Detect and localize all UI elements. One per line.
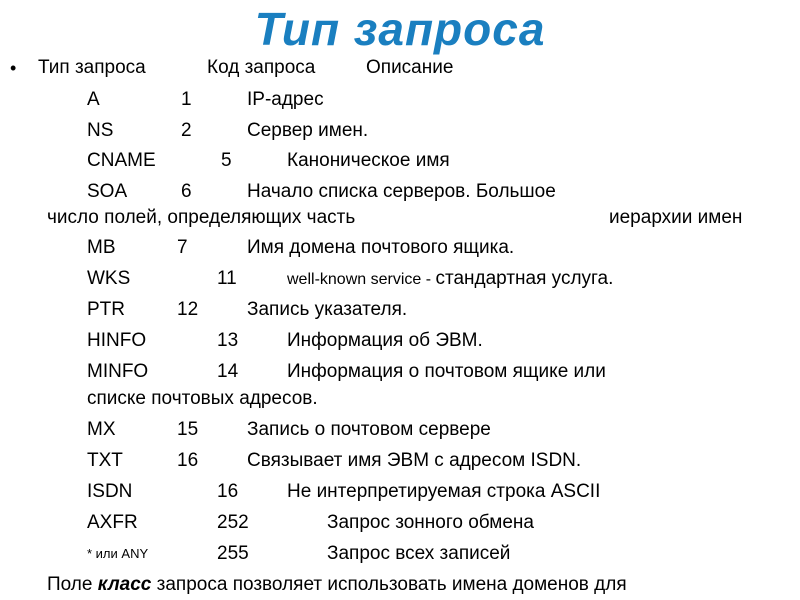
row-desc-continuation: иерархии имен bbox=[609, 207, 743, 228]
bullet-marker: • bbox=[10, 58, 17, 78]
row-code: 11 bbox=[217, 268, 237, 289]
row-type: MB bbox=[87, 237, 116, 258]
row-code: 16 bbox=[177, 450, 199, 471]
row-desc: Информация о почтовом ящике или bbox=[287, 361, 606, 382]
row-desc-continuation: число полей, определяющих часть bbox=[47, 207, 356, 228]
row-desc: Не интерпретируемая строка ASCII bbox=[287, 481, 601, 502]
row-type: MINFO bbox=[87, 361, 149, 382]
row-desc: Запрос зонного обмена bbox=[327, 512, 534, 533]
row-type: PTR bbox=[87, 299, 125, 320]
row-code: 14 bbox=[217, 361, 239, 382]
row-desc bbox=[287, 268, 613, 291]
row-desc: IP-адрес bbox=[247, 89, 324, 110]
row-desc: Запись указателя. bbox=[247, 299, 408, 320]
row-desc: Имя домена почтового ящика. bbox=[247, 237, 515, 258]
row-code: 15 bbox=[177, 419, 199, 440]
row-type: * или ANY bbox=[87, 546, 149, 561]
row-code: 252 bbox=[217, 512, 249, 533]
row-type: ISDN bbox=[87, 481, 133, 502]
row-desc: Связывает имя ЭВМ с адресом ISDN. bbox=[247, 450, 582, 471]
footer-bold-word: класс bbox=[97, 574, 152, 595]
row-type: TXT bbox=[87, 450, 123, 471]
row-code: 13 bbox=[217, 330, 239, 351]
row-desc: Сервер имен. bbox=[247, 120, 369, 141]
row-code: 12 bbox=[177, 299, 199, 320]
row-type: A bbox=[87, 89, 100, 110]
row-desc-continuation: списке почтовых адресов. bbox=[87, 388, 318, 409]
row-desc: Начало списка серверов. Большое bbox=[247, 181, 556, 202]
header-code: Код запроса bbox=[207, 57, 316, 78]
row-code: 2 bbox=[181, 120, 192, 141]
row-code: 7 bbox=[177, 237, 188, 258]
footer-text bbox=[47, 574, 627, 596]
row-code: 6 bbox=[181, 181, 192, 202]
row-type: CNAME bbox=[87, 150, 156, 171]
row-type: WKS bbox=[87, 268, 131, 289]
header-desc: Описание bbox=[366, 57, 454, 78]
row-type: AXFR bbox=[87, 512, 138, 533]
row-desc: Информация об ЭВМ. bbox=[287, 330, 483, 351]
row-desc-latin: well-known service - bbox=[287, 271, 436, 288]
row-desc: Каноническое имя bbox=[287, 150, 450, 171]
row-code: 5 bbox=[221, 150, 232, 171]
row-desc-ru: стандартная услуга. bbox=[435, 268, 614, 289]
row-type: MX bbox=[87, 419, 116, 440]
row-code: 255 bbox=[217, 543, 249, 564]
row-desc: Запрос всех записей bbox=[327, 543, 511, 564]
page-title: Тип запроса bbox=[254, 3, 546, 55]
row-desc: Запись о почтовом сервере bbox=[247, 419, 491, 440]
header-type: Тип запроса bbox=[38, 57, 146, 78]
row-type: NS bbox=[87, 120, 114, 141]
footer-pre: Поле bbox=[47, 574, 98, 595]
row-code: 1 bbox=[181, 89, 192, 110]
footer-post: запроса позволяет использовать имена доменов для bbox=[151, 574, 627, 595]
row-type: HINFO bbox=[87, 330, 147, 351]
row-type: SOA bbox=[87, 181, 128, 202]
row-code: 16 bbox=[217, 481, 239, 502]
